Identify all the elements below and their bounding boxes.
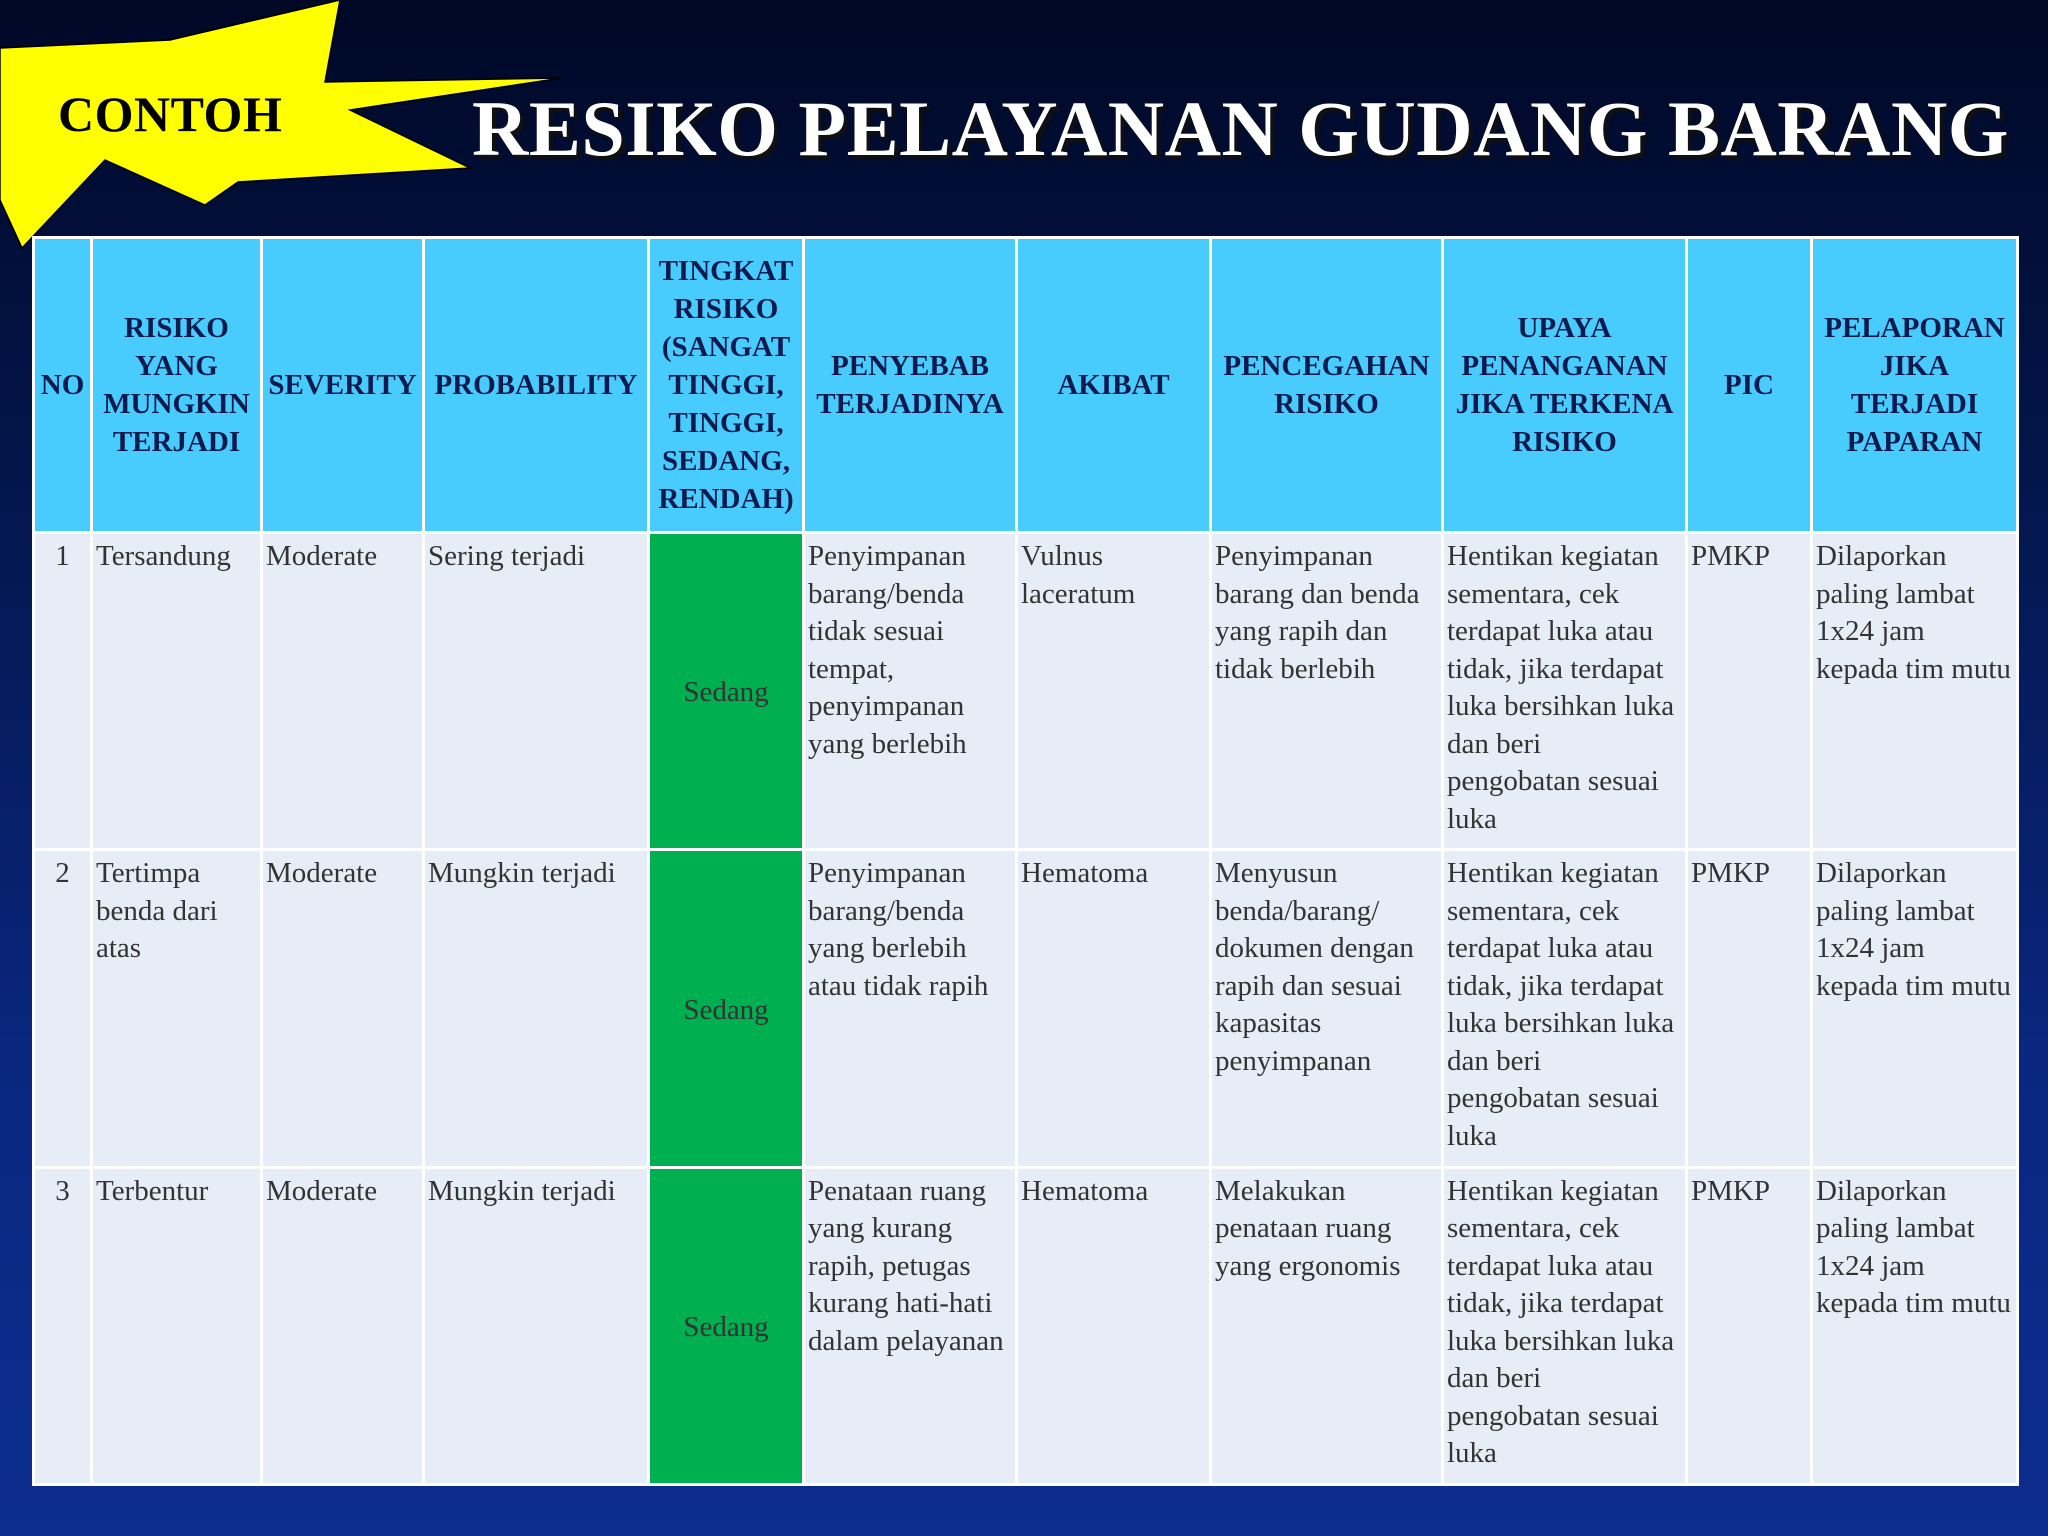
cell-severity: Moderate <box>262 1167 424 1484</box>
cell-level: Sedang <box>649 533 804 850</box>
cell-effect: Hematoma <box>1017 1167 1211 1484</box>
cell-severity: Moderate <box>262 850 424 1167</box>
cell-cause: Penyimpanan barang/benda tidak sesuai tempat, penyimpanan yang berlebih <box>804 533 1017 850</box>
header-cause: PENYEBAB TERJADINYA <box>804 238 1017 533</box>
header-severity: SEVERITY <box>262 238 424 533</box>
header-prevention: PENCEGAHAN RISIKO <box>1211 238 1443 533</box>
header-handling: UPAYA PENANGANAN JIKA TERKENA RISIKO <box>1443 238 1687 533</box>
cell-pic: PMKP <box>1687 1167 1812 1484</box>
cell-no: 2 <box>34 850 92 1167</box>
header-effect: AKIBAT <box>1017 238 1211 533</box>
cell-handling: Hentikan kegiatan sementara, cek terdapat luka atau tidak, jika terdapat luka bersihkan luka dan beri pengobatan sesuai luka <box>1443 850 1687 1167</box>
cell-risk: Tersandung <box>92 533 262 850</box>
header-no: NO <box>34 238 92 533</box>
cell-level: Sedang <box>649 1167 804 1484</box>
cell-cause: Penyimpanan barang/benda yang berlebih atau tidak rapih <box>804 850 1017 1167</box>
cell-risk: Terbentur <box>92 1167 262 1484</box>
cell-severity: Moderate <box>262 533 424 850</box>
cell-pic: PMKP <box>1687 850 1812 1167</box>
cell-cause: Penataan ruang yang kurang rapih, petugas kurang hati-hati dalam pelayanan <box>804 1167 1017 1484</box>
header-row <box>34 238 2018 533</box>
header-risk: RISIKO YANG MUNGKIN TERJADI <box>92 238 262 533</box>
cell-level: Sedang <box>649 850 804 1167</box>
table-row <box>34 850 2018 1167</box>
cell-effect: Hematoma <box>1017 850 1211 1167</box>
cell-no: 3 <box>34 1167 92 1484</box>
cell-prevention: Melakukan penataan ruang yang ergonomis <box>1211 1167 1443 1484</box>
page-title: RESIKO PELAYANAN GUDANG BARANG <box>472 85 2009 172</box>
cell-handling: Hentikan kegiatan sementara, cek terdapat luka atau tidak, jika terdapat luka bersihkan luka dan beri pengobatan sesuai luka <box>1443 533 1687 850</box>
contoh-label: CONTOH <box>58 86 283 142</box>
cell-pic: PMKP <box>1687 533 1812 850</box>
cell-probability: Mungkin terjadi <box>424 850 649 1167</box>
cell-probability: Mungkin terjadi <box>424 1167 649 1484</box>
cell-handling: Hentikan kegiatan sementara, cek terdapat luka atau tidak, jika terdapat luka bersihkan luka dan beri pengobatan sesuai luka <box>1443 1167 1687 1484</box>
cell-prevention: Menyusun benda/barang/ dokumen dengan rapih dan sesuai kapasitas penyimpanan <box>1211 850 1443 1167</box>
header-probability: PROBABILITY <box>424 238 649 533</box>
table-row <box>34 533 2018 850</box>
cell-report: Dilaporkan paling lambat 1x24 jam kepada tim mutu <box>1812 850 2018 1167</box>
cell-prevention: Penyimpanan barang dan benda yang rapih dan tidak berlebih <box>1211 533 1443 850</box>
cell-report: Dilaporkan paling lambat 1x24 jam kepada tim mutu <box>1812 533 2018 850</box>
cell-effect: Vulnus laceratum <box>1017 533 1211 850</box>
cell-probability: Sering terjadi <box>424 533 649 850</box>
header-level: TINGKAT RISIKO (SANGAT TINGGI, TINGGI, SEDANG, RENDAH) <box>649 238 804 533</box>
header-report: PELAPORAN JIKA TERJADI PAPARAN <box>1812 238 2018 533</box>
header-pic: PIC <box>1687 238 1812 533</box>
cell-report: Dilaporkan paling lambat 1x24 jam kepada tim mutu <box>1812 1167 2018 1484</box>
cell-risk: Tertimpa benda dari atas <box>92 850 262 1167</box>
table-row <box>34 1167 2018 1484</box>
risk-table <box>32 236 2019 1486</box>
cell-no: 1 <box>34 533 92 850</box>
